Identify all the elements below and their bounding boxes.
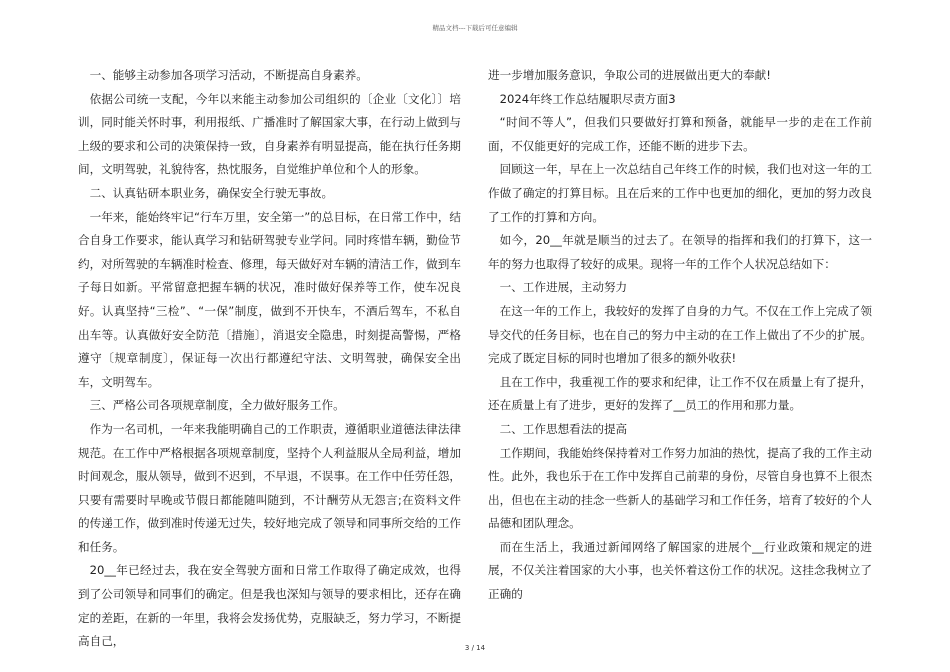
left-column: [78, 64, 461, 654]
paragraph: 二、工作思想看法的提高: [499, 421, 628, 436]
page-header: 精品文档---下载后可任意编辑: [432, 24, 518, 32]
paragraph: 回顾这一年，早在上一次总结自己年终工作的时候，我们也对这一年的工作做了确定的打算目标。且在后来的工作中也更加的细化，更加的努力改良了工作的打算和方向。: [488, 162, 872, 224]
paragraph: 一、工作进展，主动努力: [499, 280, 628, 295]
paragraph: 三、严格公司各项规章制度，全力做好服务工作。: [89, 398, 345, 413]
paragraph: 在这一年的工作上，我较好的发挥了自身的力气。不仅在工作上完成了领导交代的任务目标，也在自己的努力中主动的在工作上做出了不少的扩展。完成了既定目标的同时也增加了很多的额外收获!: [488, 303, 872, 366]
paragraph-continuation: 进一步增加服务意识，争取公司的进展做出更大的奉献!: [488, 68, 771, 82]
paragraph: 依据公司统一支配，今年以来能主动参加公司组织的〔企业〔文化〕〕培训，同时能关怀时事，利用报纸、广播准时了解国家大事，在行动上做到与上级的要求和公司的决策保持一致，自身素养有明显提高，能在执行任务期间，文明驾驶，礼貌待客，热忱服务，自觉维护单位和个人的形象。: [78, 91, 461, 177]
paragraph: 工作期间，我能始终保持着对工作努力加油的热忱，提高了我的工作主动性。此外，我也乐于在工作中发挥自己前辈的身份，尽管自身也算不上很杰出，但也在主动的挂念一些新人的基础学习和工作任务，培育了较好的个人品德和团队理念。: [488, 445, 872, 531]
paragraph: “时间不等人”，但我们只要做好打算和预备，就能早一步的走在工作前面，不仅能更好的完成工作，还能不断的进步下去。: [488, 115, 872, 153]
paragraph: 二、认真钻研本职业务，确保安全行驶无事故。: [89, 185, 334, 200]
paragraph: 而在生活上，我通过新闻网络了解国家的进展个__行业政策和规定的进展，不仅关注着国家的大小事，也关怀着这份工作的状况。这挂念我树立了正确的: [488, 539, 872, 602]
page-number: 3 / 14: [464, 644, 486, 652]
paragraph: 作为一名司机，一年来我能明确自己的工作职责，遵循职业道德法律法律规范。在工作中严格根据各项规章制度，坚持个人利益服从全局利益，增加时间观念，服从领导，做到不迟到，不早退，不误事。在工作中任劳任怨，只要有需要时早晚或节假日都能随叫随到，不计酬劳从无怨言;在资料文件的传递工作，做到准时传递无过失，较好地完成了领导和同事所交给的工作和任务。: [78, 421, 461, 554]
paragraph: 一、能够主动参加各项学习活动，不断提高自身素养。: [89, 68, 368, 82]
paragraph: 20__年已经过去，我在安全驾驶方面和日常工作取得了确定成效，也得到了公司领导和同事们的确定。但是我也深知与领导的要求相比，还存在确定的差距，在新的一年里，我将会发扬优势，克服缺乏，努力学习，不断提高自己，: [78, 563, 461, 649]
paragraph: 一年来，能始终牢记“行车万里，安全第一”的总目标，在日常工作中，结合自身工作要求，能认真学习和钻研驾驶专业学问。同时疼惜车辆，勤俭节约，对所驾驶的车辆准时检查、修理，每天做好对车辆的清洁工作，做到车子每日如新。平常留意把握车辆的状况，准时做好保养等工作，使车况良好。认真坚持“三检”、“一保”制度，做到不开快车，不酒后驾车，不私自出车等。认真做好安全防范〔措施〕，消退安全隐患，时刻提高警惕，严格遵守〔规章制度〕，保证每一次出行都遵纪守法、文明驾驶，确保安全出车，文明驾车。: [78, 209, 462, 389]
paragraph: 如今，20__年就是顺当的过去了。在领导的指挥和我们的打算下，这一年的努力也取得了较好的成果。现将一年的工作个人状况总结如下：: [488, 233, 872, 271]
paragraph: 且在工作中，我重视工作的要求和纪律，让工作不仅在质量上有了提升，还在质量上有了进步，更好的发挥了__员工的作用和那力量。: [488, 374, 872, 413]
right-column: [488, 64, 872, 607]
section-title: 2024年终工作总结履职尽责方面3: [499, 91, 676, 106]
